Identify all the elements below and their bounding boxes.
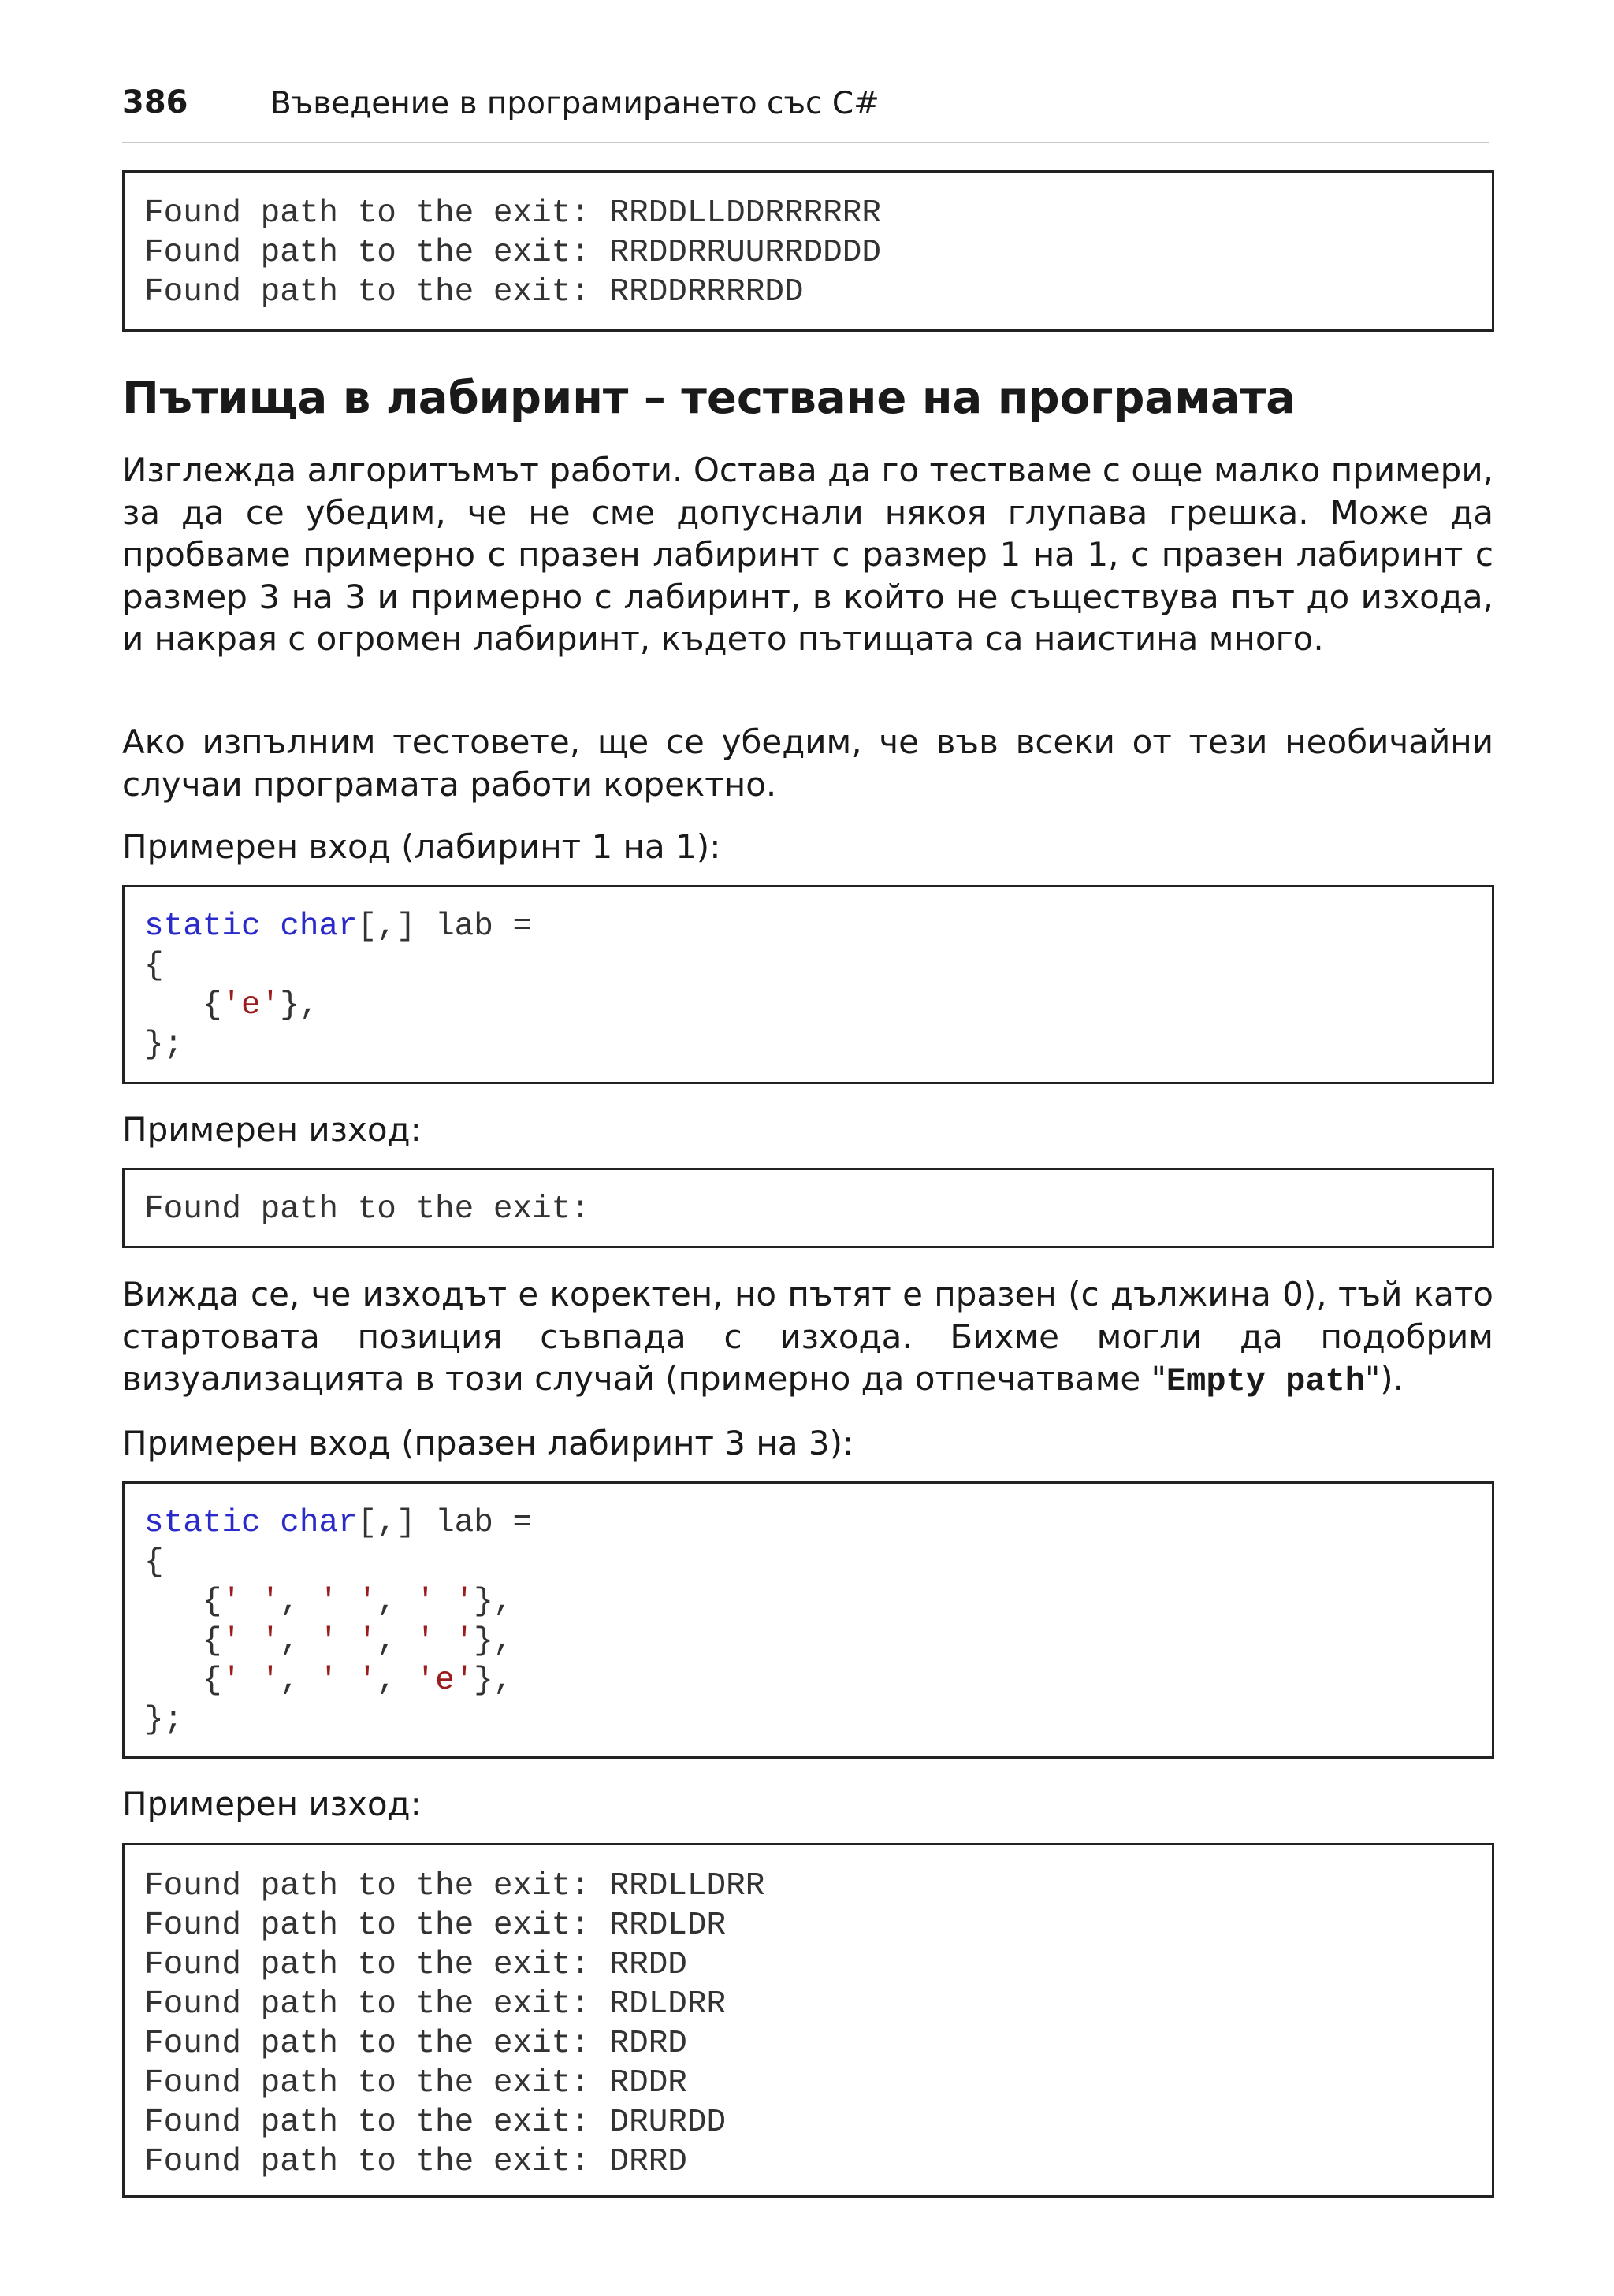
declaration-rest: [,] lab = — [357, 908, 533, 945]
code-block-3x3 — [122, 1481, 1494, 1759]
code-block-1x1 — [122, 885, 1494, 1084]
output-line: Found path to the exit: — [144, 1191, 590, 1228]
output-line: Found path to the exit: RDLDRR — [144, 1986, 727, 2023]
page-number: 386 — [122, 84, 188, 121]
separator: , — [280, 1623, 319, 1659]
output-block-3x3 — [122, 1843, 1494, 2198]
inline-code-empty-path: Empty path — [1166, 1362, 1365, 1400]
keyword-static: static — [144, 1505, 261, 1541]
output-line: Found path to the exit: RRDD — [144, 1947, 687, 1983]
section-heading: Пътища в лабиринт – тестване на програмата — [122, 373, 1296, 424]
observation-text: Вижда се, че изходът е коректен, но пътят е празен (с дължина 0), тъй като стартовата позиция съвпада с изхода. Бихме могли да подобрим визуализацията в този случай (примерно да отпечатваме " — [122, 1275, 1493, 1398]
separator: , — [377, 1584, 416, 1620]
brace-open: { — [144, 948, 164, 984]
label-sample-output-2: Примерен изход: — [122, 1785, 422, 1823]
separator: , — [377, 1663, 416, 1699]
output-line: Found path to the exit: RRDDRRUURRDDDD — [144, 235, 881, 271]
char-literal: ' ' — [415, 1584, 474, 1620]
output-code — [144, 1867, 1492, 2182]
keyword-static: static — [144, 908, 261, 945]
separator: , — [377, 1623, 416, 1659]
row-close: }, — [280, 987, 319, 1024]
output-line: Found path to the exit: RDRD — [144, 2026, 687, 2062]
label-sample-input-2: Примерен вход (празен лабиринт 3 на 3): — [122, 1424, 854, 1462]
char-literal: ' ' — [415, 1623, 474, 1659]
row-open: { — [144, 1584, 222, 1620]
char-literal: ' ' — [221, 1663, 281, 1699]
char-literal: ' ' — [221, 1623, 281, 1659]
row-open: { — [144, 1623, 222, 1659]
page-header — [122, 82, 1489, 143]
output-line: Found path to the exit: RDDR — [144, 2065, 687, 2101]
paragraph-tests: Ако изпълним тестовете, ще се убедим, че във всеки от тези необичайни случаи програмата работи коректно. — [122, 723, 1493, 804]
row-close: }, — [474, 1663, 513, 1699]
output-line: Found path to the exit: RRDLLDRR — [144, 1868, 765, 1904]
output-block-empty — [122, 1168, 1494, 1248]
output-block-top — [122, 170, 1494, 332]
separator: , — [280, 1663, 319, 1699]
row-open: { — [144, 987, 222, 1024]
char-literal: ' ' — [318, 1623, 377, 1659]
char-literal: 'e' — [415, 1663, 474, 1699]
output-line: Found path to the exit: DRURDD — [144, 2105, 727, 2141]
brace-open: { — [144, 1544, 164, 1581]
output-code — [144, 1190, 1492, 1229]
row-close: }, — [474, 1584, 513, 1620]
declaration-rest: [,] lab = — [357, 1505, 533, 1541]
book-title: Въведение в програмирането със C# — [270, 86, 880, 121]
separator: , — [280, 1584, 319, 1620]
char-literal: ' ' — [221, 1584, 281, 1620]
output-line: Found path to the exit: RRDDLLDDRRRRRR — [144, 195, 881, 232]
output-line: Found path to the exit: RRDLDR — [144, 1908, 727, 1944]
row-close: }, — [474, 1623, 513, 1659]
keyword-char: char — [280, 908, 358, 945]
label-sample-input-1: Примерен вход (лабиринт 1 на 1): — [122, 827, 721, 866]
paragraph-intro: Изглежда алгоритъмът работи. Остава да го тестваме с още малко примери, за да се убедим, че не сме допуснали някоя глупава грешка. Може да пробваме примерно с празен лабиринт с размер 1 на 1, с празен лабиринт с размер 3 на 3 и примерно с лабиринт, в който не съществува път до изхода, и накрая с огромен лабиринт, където пътищата са наистина много. — [122, 451, 1493, 658]
brace-close: }; — [144, 1027, 184, 1063]
output-line: Found path to the exit: RRDDRRRRDD — [144, 274, 804, 310]
code-listing — [144, 907, 1492, 1064]
brace-close: }; — [144, 1702, 184, 1738]
char-literal: 'e' — [221, 987, 281, 1024]
label-sample-output-1: Примерен изход: — [122, 1110, 422, 1149]
char-literal: ' ' — [318, 1663, 377, 1699]
observation-text-end: "). — [1364, 1359, 1404, 1398]
keyword-char: char — [280, 1505, 358, 1541]
code-listing — [144, 1503, 1492, 1740]
row-open: { — [144, 1663, 222, 1699]
output-line: Found path to the exit: DRRD — [144, 2144, 687, 2180]
paragraph-observation — [122, 1273, 1493, 1403]
char-literal: ' ' — [318, 1584, 377, 1620]
output-code — [144, 194, 1492, 312]
